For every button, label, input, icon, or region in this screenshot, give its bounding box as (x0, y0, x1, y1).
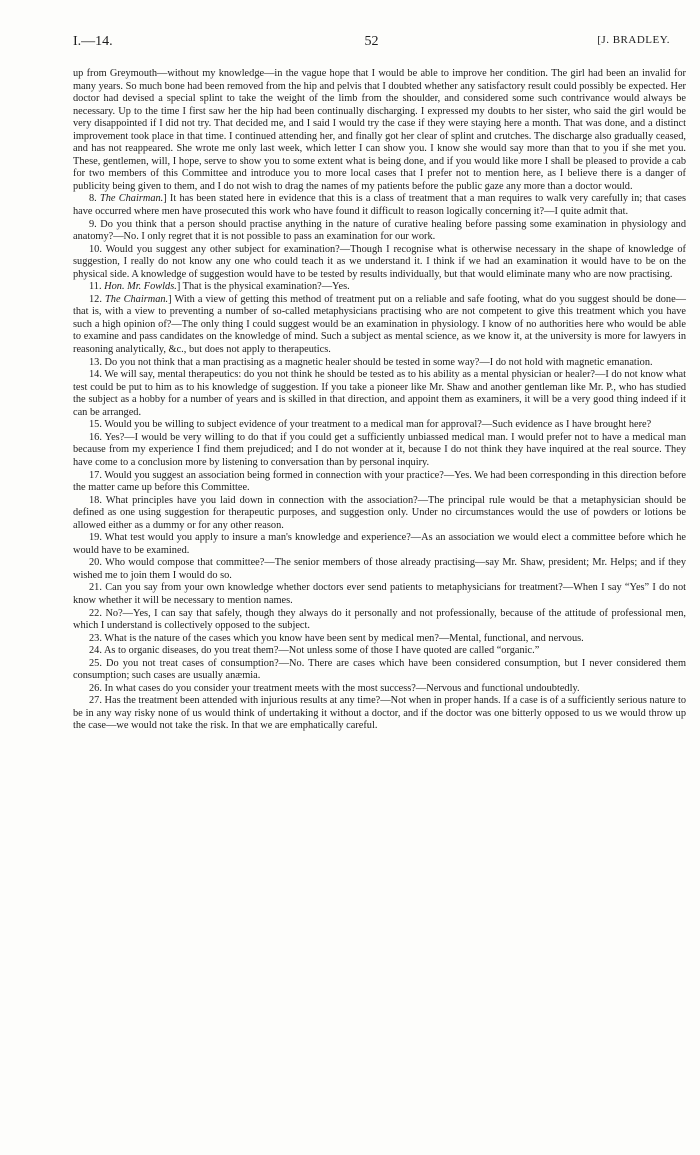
paragraph (73, 68, 686, 193)
paragraph-text: 16. Yes?—I would be very willing to do that if you could get a sufficiently unbiassed medical man. I would prefer not to have a medical man because from my experience I find them prejudiced; and I do not wonder at it, because I do not think they have inquired at the real source. They have come to a conclusion more by listening to conversation than by personal inquiry. (73, 431, 686, 468)
paragraph-text: 14. We will say, mental therapeutics: do you not think he should be tested as to his ability as a mental physician or healer?—I do not know what test could be put to him as to his knowledge of suggestion. If you take a pioneer like Mr. Shaw and another gentleman like Mr. P., who has studied the subject as a hobby for a number of years and is skilled in that direction, and appoint them as examiners, it will be a very good thing indeed if it can be arranged. (73, 369, 686, 418)
paragraph (73, 357, 686, 370)
page-number: 52 (364, 34, 379, 49)
paragraph (73, 645, 686, 658)
paragraph-text: 24. As to organic diseases, do you treat them?—Not unless some of those I have quoted are called “organic.” (89, 645, 540, 657)
question-number: 8. (89, 193, 100, 205)
paragraph (73, 532, 686, 557)
paragraph-text: ] It has been stated here in evidence that this is a class of treatment that a man requires to walk very carefully in; that cases have occurred where men have prosecuted this work who have found it difficult to reason logically concerning it?—I quite admit that. (73, 193, 686, 218)
paragraph-text: 20. Who would compose that committee?—The senior members of those already practising—say Mr. Shaw, president; Mr. Helps; and if they wished me to join them I would do so. (73, 557, 686, 581)
paragraph-text: 23. What is the nature of the cases which you know have been sent by medical men?—Mental, functional, and nervous. (89, 632, 584, 644)
paragraph-text: 9. Do you think that a person should practise anything in the nature of curative healing before passing some examination in physiology and anatomy?—No. I only regret that it is not possible to pass an examination for our work. (73, 218, 686, 243)
paragraph (73, 582, 686, 607)
witness-name: [J. BRADLEY. (597, 34, 670, 46)
speaker-name: The Chairman. (99, 193, 164, 205)
paragraph-text: 26. In what cases do you consider your treatment meets with the most success?—Nervous and functional undoubtedly. (89, 682, 580, 694)
paragraph (73, 294, 686, 357)
paragraph (73, 419, 686, 432)
paragraph (73, 608, 686, 633)
paragraph (73, 244, 686, 282)
paragraph (73, 281, 686, 294)
paragraph (73, 557, 686, 582)
paragraph-text: up from Greymouth—without my knowledge—in the vague hope that I would be able to improve her condition. The girl had been an invalid for many years. So much bone had been removed from the hip and pelvis that I doubted whether any satisfactory result could possibly be expected. Her doctor had devised a special splint to take the weight of the limb from the shoulder, and considered some such contrivance would always be necessary. Up to the time I first saw her the hip had been continually discharging. I expressed my doubts to her sister, who said the girl would be very disappointed if I did not try. That decided me, and I said I would try the case if they were staying here a month. That was done, and a distinct improvement took place in that time. I continued attending her, and finally got her clear of splint and crutches. The discharge also gradually ceased, and has not reappeared. She wrote me only last week, which letter I can show you. I know she would say more than that to you if she met you. These, gentlemen, will, I hope, serve to show you to some extent what is being done, and if you would like more I shall be pleased to provide a cab for two members of this Committee and introduce you to more local cases that I prefer not to mention here, as I believe there is a danger of publicity being given to them, and I do not wish to drag the names of my patients before the public gaze any more than a doctor would. (73, 68, 686, 192)
question-number: 11. (89, 281, 105, 293)
report-reference: I.—14. (73, 34, 113, 49)
question-number: 12. (89, 293, 106, 305)
paragraph-text: 17. Would you suggest an association being formed in connection with your practice?—Yes. We had been corresponding in this direction before the matter came up before this Committee. (73, 469, 686, 494)
paragraph (73, 219, 686, 244)
paragraph-text: 15. Would you be willing to subject evidence of your treatment to a medical man for approval?—Such evidence as I have brought here? (89, 419, 652, 431)
paragraph (73, 470, 686, 495)
paragraph-text: 25. Do you not treat cases of consumption?—No. There are cases which have been considered consumption, but I never considered them consumption; such cases are usually anæmia. (73, 657, 686, 682)
paragraph (73, 658, 686, 683)
paragraph-text: 10. Would you suggest any other subject for examination?—Though I recognise what is otherwise necessary in the shape of knowledge of suggestion, I really do not know any one who could teach it as we understand it. I think if we had an examination it would have to be on the physical side. A knowledge of suggestion would have to be tested by results individually, but that would eliminate many who are now practising. (73, 243, 686, 280)
document-body (73, 68, 686, 733)
paragraph (73, 193, 686, 218)
paragraph (73, 695, 686, 733)
paragraph (73, 369, 686, 419)
paragraph (73, 633, 686, 646)
paragraph-text: ] With a view of getting this method of treatment put on a reliable and safe footing, what do you suggest should be done—that is, with a view to preventing a number of so-called metaphysicians practising who are not competent to give this treatment which you have such a high opinion of?—The only thing I could suggest would be an examination in physiology. I know of no authorities here who would be able to examine and pass candidates on the knowledge of mind. Such a subject as mental science, as we know it, at the university is more for lawyers in reasoning analytically, &c., but does not apply to therapeutics. (73, 293, 687, 356)
paragraph-text: ] That is the physical examination?—Yes. (176, 281, 350, 293)
page-header (73, 34, 670, 56)
paragraph (73, 683, 686, 696)
paragraph-text: 13. Do you not think that a man practising as a magnetic healer should be tested in some way?—I do not hold with magnetic emanation. (89, 356, 653, 368)
paragraph-text: 18. What principles have you laid down in connection with the association?—The principal rule would be that a metaphysician should be defined as one using suggestion for therapeutic purposes, and suggestion only. Under no circumstances would the use of powders or lotions be allowed either as a dummy or for any other reason. (73, 494, 686, 531)
paragraph-text: 27. Has the treatment been attended with injurious results at any time?—Not when in proper hands. If a case is of a sufficiently serious nature to be in any way risky none of us would think of undertaking it without a doctor, and if the doctor was one bitterly opposed to us we would throw up the case—we would not take the risk. In that we are emphatically careful. (73, 695, 686, 732)
paragraph (73, 432, 686, 470)
paragraph-text: 21. Can you say from your own knowledge whether doctors ever send patients to metaphysicians for treatment?—When I say “Yes” I do not know whether it will be necessary to mention names. (73, 582, 686, 606)
speaker-name: The Chairman. (105, 293, 169, 305)
paragraph (73, 495, 686, 533)
speaker-name: Hon. Mr. Fowlds. (104, 281, 177, 293)
paragraph-text: 22. No?—Yes, I can say that safely, though they always do it personally and not professionally, because of the attitude of professional men, which I understand is collectively opposed to the subject. (73, 607, 686, 632)
paragraph-text: 19. What test would you apply to insure a man's knowledge and experience?—As an association we would elect a committee before which he would have to be examined. (73, 532, 686, 556)
